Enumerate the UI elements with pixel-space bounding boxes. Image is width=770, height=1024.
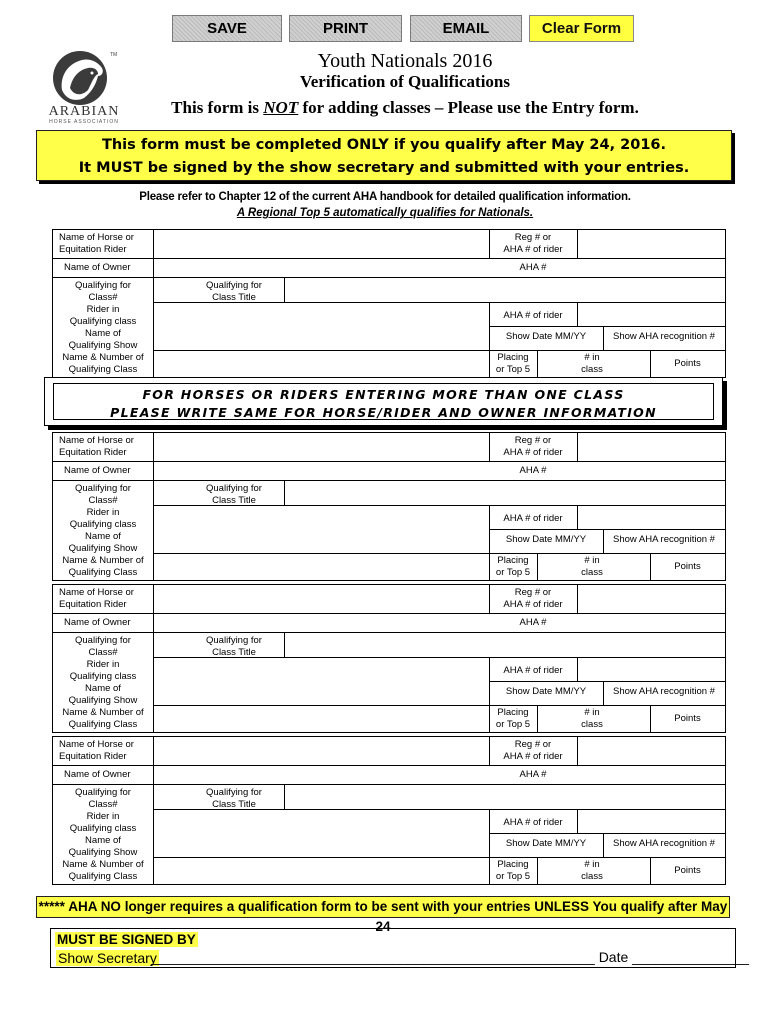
- class-number-label: Name & Number of Qualifying Class: [62, 859, 144, 882]
- points-label: Points: [674, 865, 701, 876]
- horse-name-label: Name of Horse or Equitation Rider: [59, 435, 134, 458]
- qualification-record: [52, 736, 726, 885]
- page-subtitle: Verification of Qualifications: [300, 72, 510, 91]
- entries-in-class-label: # in class: [581, 352, 603, 375]
- class-number-label: Name & Number of Qualifying Class: [62, 352, 144, 375]
- qualification-record: [52, 432, 726, 581]
- regional-top5-note: A Regional Top 5 automatically qualifies for Nationals.: [236, 207, 534, 219]
- owner-name-label: Name of Owner: [64, 262, 131, 273]
- owner-name-label: Name of Owner: [64, 465, 131, 476]
- show-secretary-label: Show Secretary: [58, 950, 157, 966]
- show-name-label: Name of Qualifying Show: [68, 531, 138, 554]
- form-notice: This form is NOT for adding classes – Please use the Entry form.: [171, 98, 639, 117]
- entries-in-class-label: # in class: [581, 859, 603, 882]
- points-label: Points: [674, 561, 701, 572]
- alert-line-2: It MUST be signed by the show secretary and submitted with your entries.: [78, 160, 690, 176]
- owner-aha-label: AHA #: [519, 617, 547, 628]
- rider-label: Rider in Qualifying class: [69, 811, 137, 834]
- rider-aha-label: AHA # of rider: [503, 665, 563, 676]
- show-date-label: Show Date MM/YY: [505, 686, 587, 697]
- handbook-reference: Please refer to Chapter 12 of the current AHA handbook for detailed qualification information.: [139, 191, 631, 203]
- reg-number-label: Reg # or AHA # of rider: [503, 739, 563, 762]
- points-label: Points: [674, 358, 701, 369]
- show-name-label: Name of Qualifying Show: [68, 328, 138, 351]
- show-date-label: Show Date MM/YY: [505, 534, 587, 545]
- show-aha-recognition-label: Show AHA recognition #: [613, 838, 715, 849]
- show-aha-recognition-label: Show AHA recognition #: [613, 534, 715, 545]
- horse-name-label: Name of Horse or Equitation Rider: [59, 739, 134, 762]
- rider-aha-label: AHA # of rider: [503, 310, 563, 321]
- placing-label: Placing or Top 5: [495, 859, 531, 882]
- svg-text:TM: TM: [110, 52, 118, 58]
- horse-name-label: Name of Horse or Equitation Rider: [59, 587, 134, 610]
- alert-line-1: This form must be completed ONLY if you qualify after May 24, 2016.: [101, 137, 667, 153]
- clear-form-button[interactable]: Clear Form: [529, 15, 634, 42]
- owner-aha-label: AHA #: [519, 465, 547, 476]
- placing-label: Placing or Top 5: [495, 707, 531, 730]
- email-button[interactable]: EMAIL: [410, 15, 522, 42]
- rider-label: Rider in Qualifying class: [69, 304, 137, 327]
- save-button[interactable]: SAVE: [172, 15, 282, 42]
- multi-class-line-1: FOR HORSES OR RIDERS ENTERING MORE THAN ONE CLASS: [142, 387, 625, 402]
- qualifying-class-number-label: Qualifying for Class#: [75, 280, 131, 303]
- multi-class-banner: [44, 377, 723, 426]
- qualifying-class-title-label: Qualifying for Class Title: [206, 483, 262, 506]
- class-number-label: Name & Number of Qualifying Class: [62, 707, 144, 730]
- qualifying-class-title-label: Qualifying for Class Title: [206, 280, 262, 303]
- qualifying-class-title-label: Qualifying for Class Title: [206, 635, 262, 658]
- qualification-record: [52, 584, 726, 733]
- rider-aha-label: AHA # of rider: [503, 513, 563, 524]
- qualifying-class-title-label: Qualifying for Class Title: [206, 787, 262, 810]
- toolbar: [172, 15, 634, 42]
- page-title: Youth Nationals 2016: [317, 50, 493, 72]
- notice-emphasis: NOT: [263, 98, 299, 117]
- owner-aha-label: AHA #: [519, 262, 547, 273]
- placing-label: Placing or Top 5: [495, 555, 531, 578]
- qualifying-class-number-label: Qualifying for Class#: [75, 635, 131, 658]
- owner-name-label: Name of Owner: [64, 617, 131, 628]
- must-be-signed-label: MUST BE SIGNED BY: [57, 932, 196, 947]
- reg-number-label: Reg # or AHA # of rider: [503, 435, 563, 458]
- placing-label: Placing or Top 5: [495, 352, 531, 375]
- rider-label: Rider in Qualifying class: [69, 659, 137, 682]
- show-aha-recognition-label: Show AHA recognition #: [613, 686, 715, 697]
- show-aha-recognition-label: Show AHA recognition #: [613, 331, 715, 342]
- show-name-label: Name of Qualifying Show: [68, 835, 138, 858]
- class-number-label: Name & Number of Qualifying Class: [62, 555, 144, 578]
- qualifying-class-number-label: Qualifying for Class#: [75, 483, 131, 506]
- show-date-label: Show Date MM/YY: [505, 838, 587, 849]
- multi-class-line-2: PLEASE WRITE SAME FOR HORSE/RIDER AND OWNER INFORMATION: [110, 405, 657, 420]
- signature-box: [50, 928, 749, 968]
- reg-number-label: Reg # or AHA # of rider: [503, 232, 563, 255]
- rider-aha-label: AHA # of rider: [503, 817, 563, 828]
- print-button[interactable]: PRINT: [289, 15, 402, 42]
- reg-number-label: Reg # or AHA # of rider: [503, 587, 563, 610]
- qualification-record: [52, 229, 726, 378]
- owner-aha-label: AHA #: [519, 769, 547, 780]
- entries-in-class-label: # in class: [581, 555, 603, 578]
- logo-wordmark: ARABIAN: [48, 104, 120, 119]
- aha-requirement-note: ***** AHA NO longer requires a qualification form to be sent with your entries UNLESS You qualify after May 24: [36, 896, 730, 918]
- entries-in-class-label: # in class: [581, 707, 603, 730]
- points-label: Points: [674, 713, 701, 724]
- owner-name-label: Name of Owner: [64, 769, 131, 780]
- horse-name-label: Name of Horse or Equitation Rider: [59, 232, 134, 255]
- qualification-alert: [36, 130, 732, 181]
- rider-label: Rider in Qualifying class: [69, 507, 137, 530]
- logo-subtext: HORSE ASSOCIATION: [49, 119, 119, 125]
- show-date-label: Show Date MM/YY: [505, 331, 587, 342]
- show-name-label: Name of Qualifying Show: [68, 683, 138, 706]
- signature-date-line[interactable]: _________________________________________________________ Date _______________: [151, 949, 749, 965]
- qualifying-class-number-label: Qualifying for Class#: [75, 787, 131, 810]
